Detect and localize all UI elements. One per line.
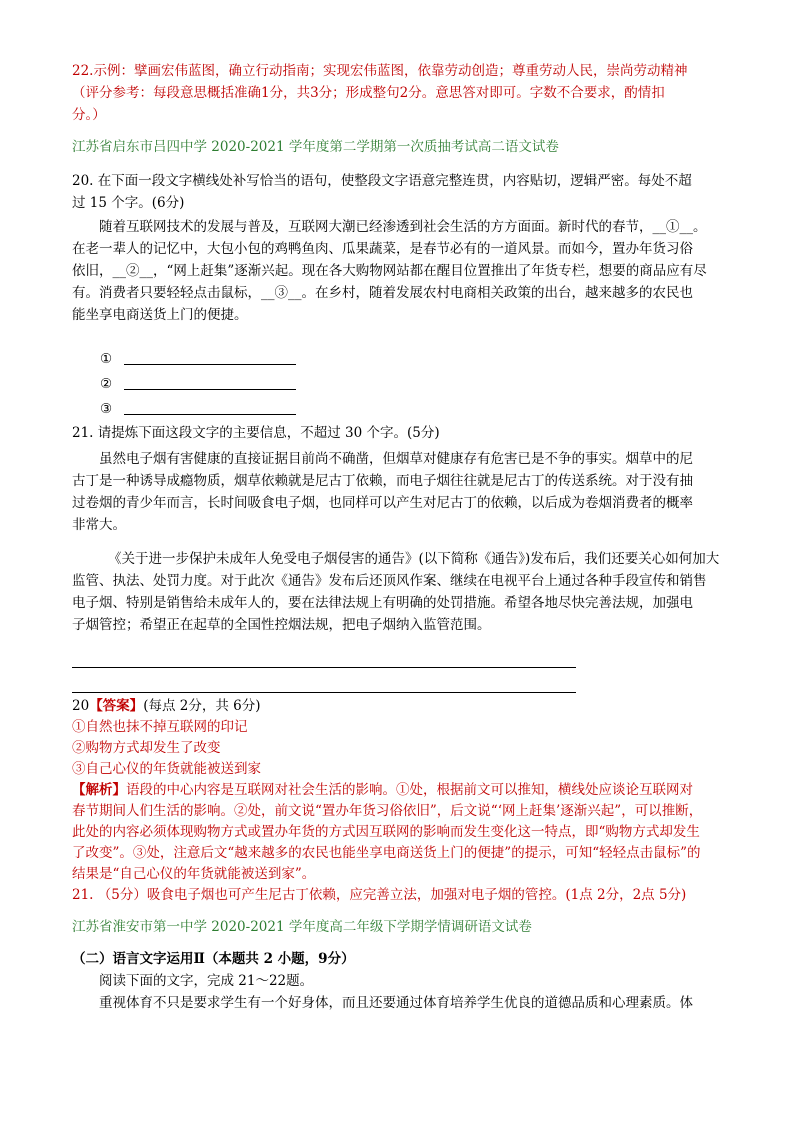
q21-para2-line: 监管、执法、处罚力度。对于此次《通告》发布后还顶风作案、继续在电视平台上通过各种手段宣传和销售 — [72, 573, 707, 589]
analysis-text: 语段的中心内容是互联网对社会生活的影响。①处，根据前文可以推知，横线处应谈论互联网对 — [126, 782, 693, 798]
q21-stem: 21. 请提炼下面这段文字的主要信息，不超过 30 个字。(5分) — [72, 425, 440, 441]
q21-para2-line: 《关于进一步保护未成年人免受电子烟侵害的通告》(以下简称《通告》)发布后，我们还要关心如何加大 — [108, 551, 720, 567]
answer-item: ②购物方式却发生了改变 — [72, 740, 221, 756]
answer-line[interactable] — [124, 400, 296, 415]
answer-line[interactable] — [124, 375, 296, 390]
q20-passage-line: 有。消费者只要轻轻点击鼠标，__③__。在乡村，随着发展农村电商相关政策的出台，越来越多的农民也 — [72, 285, 693, 301]
answer-number: 20 — [72, 698, 90, 714]
q22-answer-line: 22.示例：擘画宏伟蓝图，确立行动指南；实现宏伟蓝图，依靠劳动创造；尊重劳动人民，崇尚劳动精神 — [72, 63, 688, 79]
answer-item: ③自己心仪的年货就能被送到家 — [72, 761, 261, 777]
answer-20-header — [72, 696, 724, 717]
source-heading-1: 江苏省启东市吕四中学 2020-2021 学年度第二学期第一次质抽考试高二语文试卷 — [72, 139, 559, 155]
q20-stem-line: 过 15 个字。(6分) — [72, 195, 185, 211]
analysis-line — [72, 780, 724, 801]
analysis-line: 结果是“自己心仪的年货就能被送到家”。 — [72, 866, 316, 882]
analysis-line: 了改变”。③处，注意后文“越来越多的农民也能坐享电商送货上门的便捷”的提示，可知“轻轻点击鼠标”的 — [72, 845, 701, 861]
answer-line[interactable] — [124, 350, 296, 365]
answer-score: (每点 2分，共 6分) — [143, 698, 261, 714]
analysis-line: 春节期间人们生活的影响。②处，前文说“置办年货习俗依旧”，后文说“‘网上赶集’逐渐兴起”，可以推断， — [72, 803, 703, 819]
q21-para1-line: 古丁是一种诱导成瘾物质，烟草依赖就是尼古丁依赖，而电子烟往往就是尼古丁的传送系统。对于没有抽 — [72, 473, 693, 489]
blank-number: ① — [100, 351, 113, 367]
answer-21: 21. （5分）吸食电子烟也可产生尼古丁依赖，应完善立法，加强对电子烟的管控。(1点 2分，2点 5分) — [72, 887, 687, 903]
answer-label: 【答案】 — [89, 698, 144, 714]
blank-number: ② — [100, 376, 113, 392]
q21-para1-line: 过卷烟的青少年而言，长时间吸食电子烟，也同样可以产生对尼古丁的依赖，以后成为卷烟消费者的概率 — [72, 495, 693, 511]
q21-para1-line: 虽然电子烟有害健康的直接证据目前尚不确凿，但烟草对健康存有危害已是不争的事实。烟草中的尼 — [99, 451, 693, 467]
q21-answer-line-2[interactable] — [72, 692, 576, 693]
q22-answer-line: 分。） — [72, 107, 106, 123]
section-heading: （二）语言文字运用Ⅱ（本题共 2 小题，9分） — [72, 951, 355, 967]
q20-blank-1[interactable] — [100, 348, 296, 370]
source-heading-2: 江苏省淮安市第一中学 2020-2021 学年度高二年级下学期学情调研语文试卷 — [72, 919, 532, 935]
analysis-line: 此处的内容必须体现购物方式或置办年货的方式因互联网的影响而发生变化这一特点，即“购物方式却发生 — [72, 824, 700, 840]
q20-stem-line: 20. 在下面一段文字横线处补写恰当的语句，使整段文字语意完整连贯，内容贴切，逻辑严密。每处不超 — [72, 173, 692, 189]
q20-blank-3[interactable] — [100, 398, 296, 420]
q21-para1-line: 非常大。 — [72, 517, 126, 533]
q20-passage-line: 能坐享电商送货上门的便捷。 — [72, 307, 248, 323]
q21-paragraph-2 — [72, 548, 724, 636]
q20-passage-line: 随着互联网技术的发展与普及，互联网大潮已经渗透到社会生活的方方面面。新时代的春节，__①__。 — [99, 219, 707, 235]
analysis-label: 【解析】 — [72, 782, 126, 798]
q21-para2-line: 子烟管控；希望正在起草的全国性控烟法规，把电子烟纳入监管范围。 — [72, 617, 491, 633]
q21-answer-line-1[interactable] — [72, 667, 576, 668]
q20-blank-2[interactable] — [100, 373, 296, 395]
q22-answer — [72, 60, 724, 126]
q22-answer-line: （评分参考：每段意思概括准确1分，共3分；形成整句2分。意思答对即可。字数不合要求，酌情扣 — [72, 85, 665, 101]
q21-paragraph-1 — [72, 448, 724, 536]
q21-para2-line: 电子烟、特别是销售给未成年人的，要在法律法规上有明确的处罚措施。希望各地尽快完善法规，加强电 — [72, 595, 693, 611]
answer-20 — [72, 696, 724, 906]
blank-number: ③ — [100, 401, 113, 417]
section-instruction: 阅读下面的文字，完成 21～22题。 — [99, 973, 314, 989]
answer-item: ①自然也抹不掉互联网的印记 — [72, 719, 248, 735]
q20-passage-line: 在老一辈人的记忆中，大包小包的鸡鸭鱼肉、瓜果蔬菜，是春节必有的一道风景。而如今，置办年货习俗 — [72, 241, 693, 257]
section-passage: 重视体育不只是要求学生有一个好身体，而且还要通过体育培养学生优良的道德品质和心理素质。体 — [99, 995, 693, 1011]
section-2 — [72, 948, 724, 1014]
q20-passage-line: 依旧，__②__，“网上赶集”逐渐兴起。现在各大购物网站都在醒目位置推出了年货专栏，想要的商品应有尽 — [72, 263, 707, 279]
question-20 — [72, 170, 724, 214]
q20-passage — [72, 216, 724, 326]
